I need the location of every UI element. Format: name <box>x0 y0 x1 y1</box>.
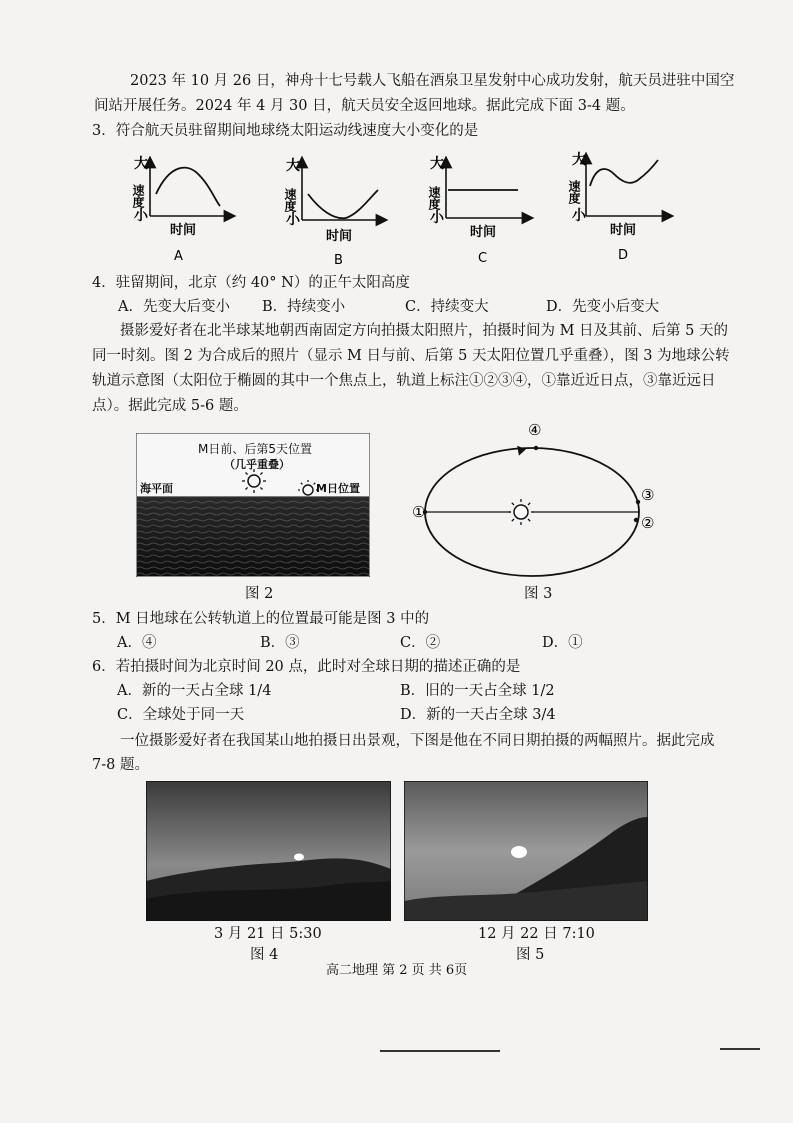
graph-a-yaxis: 速度 <box>131 184 145 208</box>
graph-c <box>427 155 528 266</box>
q4-option-b: B．持续变小 <box>262 299 346 315</box>
page-footer: 高二地理 第 2 页 共 6页 <box>326 963 468 978</box>
fig2-label-m: M日位置 <box>316 482 360 495</box>
fig2-label-top2: （几乎重叠） <box>224 458 290 471</box>
fig2-caption: 图 2 <box>245 586 274 602</box>
graph-b-label: B <box>334 253 343 266</box>
q5-option-a: A．④ <box>117 635 157 651</box>
sun-icon <box>508 499 534 525</box>
fig3-point-3: ③ <box>641 486 655 504</box>
graph-a-label: A <box>174 249 183 264</box>
q6-option-a: A．新的一天占全球 1/4 <box>117 683 272 699</box>
intro-7-8-line2: 7-8 题。 <box>92 757 149 773</box>
fig5-caption: 图 5 <box>516 947 545 963</box>
q6-option-b: B．旧的一天占全球 1/2 <box>400 683 555 699</box>
graph-d-label: D <box>618 248 629 263</box>
graph-b-xaxis: 时间 <box>326 229 353 244</box>
q5-option-d: D．① <box>542 635 583 651</box>
intro-5-6-line1: 摄影爱好者在北半球某地朝西南固定方向拍摄太阳照片，拍摄时间为 M 日及其前、后第 5 天的 <box>120 323 729 339</box>
q6-option-c: C．全球处于同一天 <box>117 707 245 723</box>
q5-option-b: B．③ <box>260 635 300 651</box>
figure-4-sunrise-photo <box>146 781 391 921</box>
fig3-point-4: ④ <box>528 421 542 439</box>
fig3-point-1: ① <box>412 503 426 521</box>
graph-c-label: C <box>478 251 488 266</box>
intro-7-8-line1: 一位摄影爱好者在我国某山地拍摄日出景观，下图是他在不同日期拍摄的两幅照片。据此完成 <box>120 733 715 749</box>
graph-c-yaxis: 速度 <box>427 186 441 210</box>
graph-c-low: 小 <box>430 210 444 226</box>
graph-b-high: 大 <box>286 158 300 174</box>
graph-d-high: 大 <box>572 152 586 168</box>
q4-option-c: C．持续变大 <box>405 299 489 315</box>
scan-divider <box>720 1048 760 1050</box>
q6-option-d: D．新的一天占全球 3/4 <box>400 707 556 723</box>
graph-b-yaxis: 速度 <box>283 188 297 212</box>
fig3-point-2: ② <box>641 514 655 532</box>
q3-stem: 3．符合航天员驻留期间地球绕太阳运动线速度大小变化的是 <box>92 123 479 139</box>
intro-3-4-line1: 2023 年 10 月 26 日，神舟十七号载人飞船在酒泉卫星发射中心成功发射，航天员进驻中国空 <box>130 73 735 89</box>
intro-5-6-line3: 轨道示意图（太阳位于椭圆的其中一个焦点上，轨道上标注①②③④，①靠近近日点，③靠近远日 <box>92 373 716 389</box>
q3-speed-graphs <box>120 148 680 266</box>
fig5-time: 12 月 22 日 7:10 <box>478 926 595 942</box>
graph-a <box>131 155 230 264</box>
intro-5-6-line4: 点）。据此完成 5-6 题。 <box>92 398 248 414</box>
graph-d <box>567 151 668 263</box>
intro-5-6-line2: 同一时刻。图 2 为合成后的照片（显示 M 日与前、后第 5 天太阳位置几乎重叠），图 3 为地球公转 <box>92 348 730 364</box>
graph-b <box>283 157 382 266</box>
fig2-label-sea: 海平面 <box>140 482 173 495</box>
graph-a-high: 大 <box>134 156 148 172</box>
intro-3-4-line2: 间站开展任务。2024 年 4 月 30 日，航天员安全返回地球。据此完成下面 3-4 题。 <box>94 98 635 114</box>
figure-3-orbit <box>408 418 662 586</box>
q5-stem: 5．M 日地球在公转轨道上的位置最可能是图 3 中的 <box>92 611 430 627</box>
fig2-label-top1: M日前、后第5天位置 <box>198 442 312 456</box>
graph-b-low: 小 <box>286 212 300 228</box>
figure-2-sun-photo <box>136 433 370 577</box>
fig3-caption: 图 3 <box>524 586 553 602</box>
graph-d-xaxis: 时间 <box>610 223 637 238</box>
graph-d-yaxis: 速度 <box>567 180 581 204</box>
figure-5-sunrise-photo <box>404 781 648 921</box>
graph-d-low: 小 <box>572 208 586 224</box>
q4-option-d: D．先变小后变大 <box>546 299 660 315</box>
fig4-time: 3 月 21 日 5:30 <box>214 926 322 942</box>
scan-divider <box>380 1050 500 1052</box>
graph-a-xaxis: 时间 <box>170 223 197 238</box>
q6-stem: 6．若拍摄时间为北京时间 20 点，此时对全球日期的描述正确的是 <box>92 659 521 675</box>
q4-option-a: A．先变大后变小 <box>118 299 230 315</box>
graph-c-high: 大 <box>430 156 444 172</box>
fig4-caption: 图 4 <box>250 947 279 963</box>
q5-option-c: C．② <box>400 635 441 651</box>
graph-c-xaxis: 时间 <box>470 225 497 240</box>
graph-a-low: 小 <box>134 208 148 224</box>
q4-stem: 4．驻留期间，北京（约 40° N）的正午太阳高度 <box>92 275 410 291</box>
